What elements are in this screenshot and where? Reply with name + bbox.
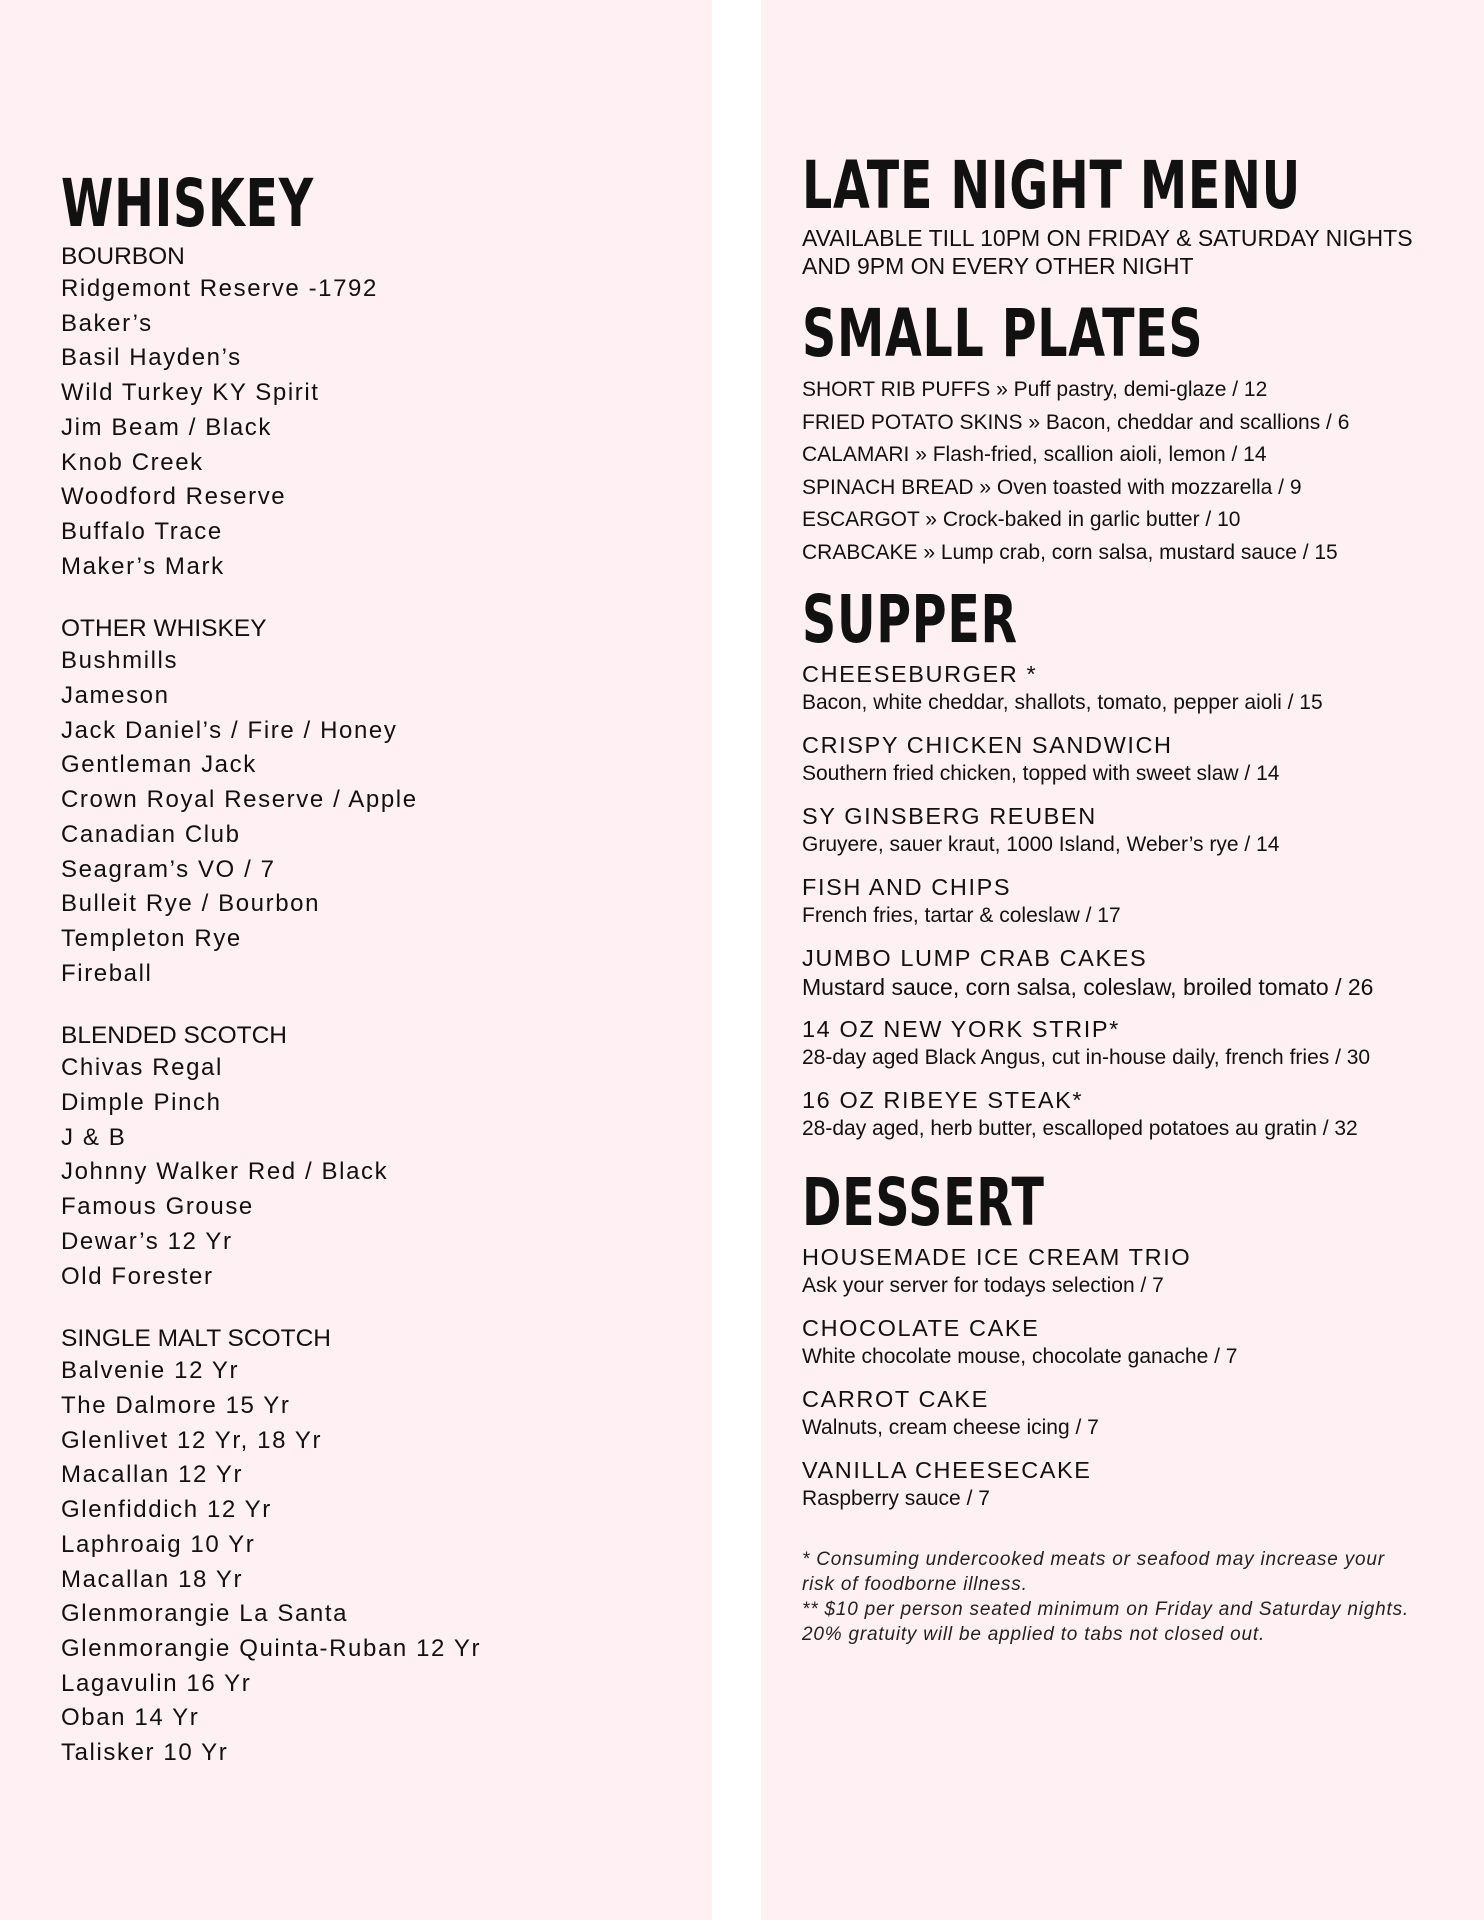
list-item: Buffalo Trace [61,517,223,545]
list-item [802,1243,1484,1300]
dish-name: CRISPY CHICKEN SANDWICH [802,731,1173,758]
list-item [802,731,1484,788]
section-heading: BLENDED SCOTCH [61,1022,287,1050]
footnote-line: risk of foodborne illness. [802,1573,1028,1595]
list-item [802,802,1484,859]
list-item: Glenfiddich 12 Yr [61,1496,272,1524]
dish-name: CHOCOLATE CAKE [802,1314,1040,1341]
list-item [802,1086,1484,1143]
list-item: Fireball [61,959,153,987]
dish-name: CARROT CAKE [802,1385,989,1412]
list-item: Macallan 18 Yr [61,1565,244,1593]
dish-description: Gruyere, sauer kraut, 1000 Island, Weber’s rye / 14 [802,832,1280,856]
list-item: ESCARGOT » Crock-baked in garlic butter / 10 [802,508,1241,532]
list-item [802,1314,1484,1371]
list-item: Jim Beam / Black [61,413,272,441]
dish-name: FISH AND CHIPS [802,873,1012,900]
dish-name: SY GINSBERG REUBEN [802,802,1097,829]
blended-scotch-section [61,1021,712,1294]
dish-description: 28-day aged, herb butter, escalloped potatoes au gratin / 32 [802,1116,1358,1140]
dish-description: Southern fried chicken, topped with sweet slaw / 14 [802,761,1280,785]
list-item: Baker’s [61,309,153,337]
list-item: Famous Grouse [61,1193,254,1221]
list-item: Bushmills [61,647,179,675]
list-item: Chivas Regal [61,1054,223,1082]
dish-name: CHEESEBURGER * [802,660,1038,687]
footnotes [802,1547,1484,1647]
list-item: Basil Hayden’s [61,344,242,372]
dish-description: Walnuts, cream cheese icing / 7 [802,1415,1099,1439]
small-plates-title: SMALL PLATES [802,295,1204,372]
list-item: Johnny Walker Red / Black [61,1158,389,1186]
bourbon-section [61,242,712,584]
single-malt-list [61,1354,712,1770]
list-item [802,660,1484,717]
dish-description: Ask your server for todays selection / 7 [802,1273,1164,1297]
single-malt-section [61,1324,712,1770]
dish-name: 14 OZ NEW YORK STRIP* [802,1015,1120,1042]
whiskey-panel [0,0,712,1920]
list-item: Balvenie 12 Yr [61,1357,240,1385]
whiskey-title: WHISKEY [61,165,314,242]
footnote-line: ** $10 per person seated minimum on Friday and Saturday nights. [802,1598,1409,1620]
dish-name: HOUSEMADE ICE CREAM TRIO [802,1243,1192,1270]
dish-name: 16 OZ RIBEYE STEAK* [802,1086,1084,1113]
list-item: Ridgemont Reserve -1792 [61,275,378,302]
section-heading: SINGLE MALT SCOTCH [61,1325,332,1353]
supper-title: SUPPER [802,580,1018,658]
section-heading: BOURBON [61,243,185,270]
other-whiskey-section [61,614,712,991]
list-item: J & B [61,1123,127,1151]
list-item: Maker’s Mark [61,552,225,580]
list-item: Crown Royal Reserve / Apple [61,786,418,814]
list-item: Wild Turkey KY Spirit [61,379,320,407]
dish-description: Bacon, white cheddar, shallots, tomato, pepper aioli / 15 [802,690,1323,714]
list-item: Canadian Club [61,820,241,848]
late-night-title: LATE NIGHT MENU [802,147,1301,224]
dish-description: 28-day aged Black Angus, cut in-house daily, french fries / 30 [802,1045,1371,1069]
list-item: Lagavulin 16 Yr [61,1669,252,1697]
list-item: SPINACH BREAD » Oven toasted with mozzarella / 9 [802,475,1302,499]
list-item: Bulleit Rye / Bourbon [61,890,321,918]
blended-scotch-list [61,1051,712,1294]
supper-list [802,660,1484,1143]
list-item: Glenmorangie Quinta-Ruban 12 Yr [61,1634,482,1662]
list-item: CRABCAKE » Lump crab, corn salsa, mustard sauce / 15 [802,540,1338,564]
list-item: Seagram’s VO / 7 [61,855,276,883]
list-item [802,1385,1484,1442]
availability-line: AND 9PM ON EVERY OTHER NIGHT [802,253,1194,279]
other-whiskey-list [61,644,712,991]
dish-description: Mustard sauce, corn salsa, coleslaw, broiled tomato / 26 [802,973,1374,1000]
list-item: Macallan 12 Yr [61,1461,244,1489]
availability-note [802,224,1484,280]
list-item: Jack Daniel’s / Fire / Honey [61,716,398,744]
list-item: Talisker 10 Yr [61,1739,229,1767]
availability-line: AVAILABLE TILL 10PM ON FRIDAY & SATURDAY NIGHTS [802,225,1413,251]
list-item: Jameson [61,682,170,710]
list-item: Templeton Rye [61,924,242,952]
late-night-panel [761,0,1484,1920]
list-item [802,1015,1484,1072]
list-item: Glenmorangie La Santa [61,1600,349,1628]
footnote-line: * Consuming undercooked meats or seafood may increase your [802,1548,1385,1570]
list-item [802,1456,1484,1513]
list-item: The Dalmore 15 Yr [61,1391,291,1419]
bourbon-list [61,272,712,584]
dish-name: VANILLA CHEESECAKE [802,1456,1092,1483]
dessert-title: DESSERT [802,1163,1045,1241]
dish-description: White chocolate mouse, chocolate ganache / 7 [802,1344,1238,1368]
list-item: Oban 14 Yr [61,1704,200,1732]
list-item: Glenlivet 12 Yr, 18 Yr [61,1426,323,1454]
list-item: FRIED POTATO SKINS » Bacon, cheddar and scallions / 6 [802,410,1350,434]
list-item: Old Forester [61,1262,214,1290]
section-heading: OTHER WHISKEY [61,615,267,643]
list-item: Gentleman Jack [61,751,257,779]
list-item [802,944,1484,1001]
dish-name: JUMBO LUMP CRAB CAKES [802,944,1148,971]
list-item [802,873,1484,930]
list-item: Knob Creek [61,448,204,476]
footnote-line: 20% gratuity will be applied to tabs not closed out. [802,1623,1266,1645]
dessert-list [802,1243,1484,1513]
dish-description: Raspberry sauce / 7 [802,1486,990,1510]
list-item: CALAMARI » Flash-fried, scallion aioli, lemon / 14 [802,443,1267,467]
list-item: Woodford Reserve [61,483,287,511]
list-item: Dewar’s 12 Yr [61,1227,233,1255]
list-item: Laphroaig 10 Yr [61,1530,256,1558]
dish-description: French fries, tartar & coleslaw / 17 [802,903,1121,927]
list-item: Dimple Pinch [61,1089,222,1117]
list-item: SHORT RIB PUFFS » Puff pastry, demi-glaze / 12 [802,378,1268,401]
small-plates-list [802,374,1484,570]
